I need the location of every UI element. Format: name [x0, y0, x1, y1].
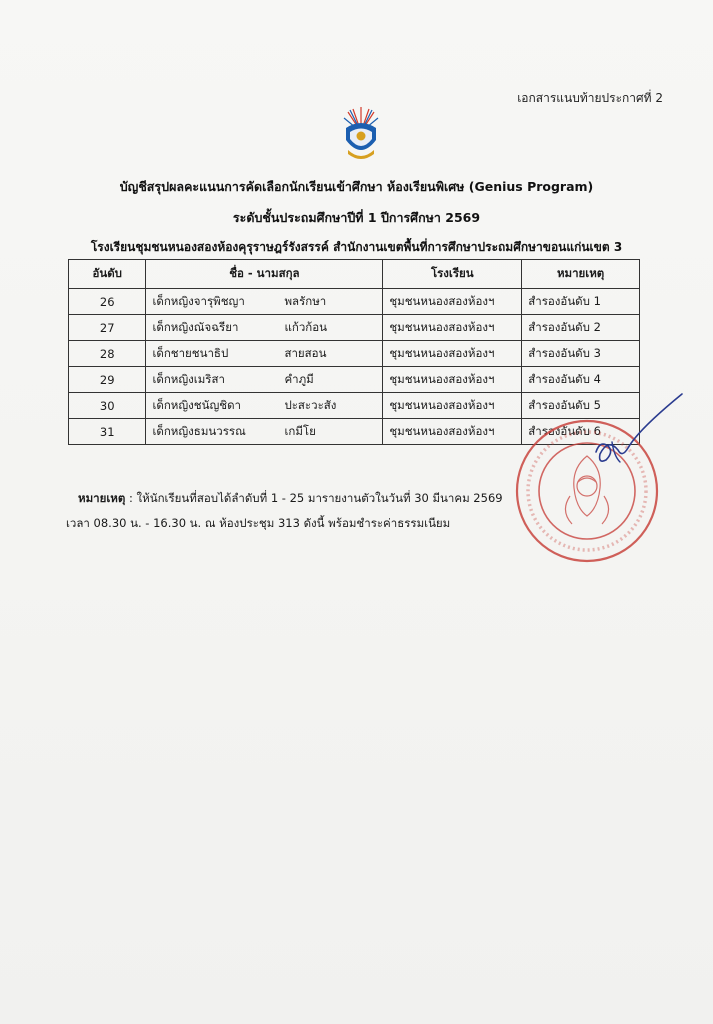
table-row: [69, 341, 640, 367]
cell-school: ชุมชนหนองสองห้องฯ: [383, 393, 522, 419]
footnote-line-1: [78, 490, 503, 508]
cell-note: สำรองอันดับ 6: [522, 419, 640, 445]
cell-rank: 26: [69, 289, 146, 315]
cell-rank: 29: [69, 367, 146, 393]
first-name: เด็กหญิงชนัญชิดา: [152, 397, 241, 412]
cell-name: [146, 341, 383, 367]
last-name: เกมีโย: [284, 423, 316, 438]
first-name: เด็กหญิงธมนวรรณ: [152, 423, 246, 438]
footnote-text-1: : ให้นักเรียนที่สอบได้ลำดับที่ 1 - 25 มารายงานตัวในวันที่ 30 มีนาคม 2569: [125, 491, 503, 505]
table-header-row: [69, 260, 640, 289]
cell-rank: 28: [69, 341, 146, 367]
cell-rank: 30: [69, 393, 146, 419]
cell-note: สำรองอันดับ 1: [522, 289, 640, 315]
header-name: ชื่อ - นามสกุล: [146, 260, 383, 289]
header-school: โรงเรียน: [383, 260, 522, 289]
last-name: แก้วก้อน: [284, 319, 328, 334]
footnote-line-2: เวลา 08.30 น. - 16.30 น. ณ ห้องประชุม 313 ดังนี้ พร้อมชำระค่าธรรมเนียม: [66, 516, 451, 530]
cell-note: สำรองอันดับ 4: [522, 367, 640, 393]
cell-note: สำรองอันดับ 2: [522, 315, 640, 341]
cell-school: ชุมชนหนองสองห้องฯ: [383, 289, 522, 315]
cell-note: สำรองอันดับ 3: [522, 341, 640, 367]
cell-name: [146, 393, 383, 419]
cell-name: [146, 315, 383, 341]
first-name: เด็กหญิงณัจฉรียา: [152, 319, 239, 334]
cell-note: สำรองอันดับ 5: [522, 393, 640, 419]
first-name: เด็กหญิงเมริสา: [152, 371, 225, 386]
cell-school: ชุมชนหนองสองห้องฯ: [383, 315, 522, 341]
table-row: [69, 315, 640, 341]
first-name: เด็กชายชนาธิป: [152, 345, 229, 360]
cell-school: ชุมชนหนองสองห้องฯ: [383, 419, 522, 445]
cell-rank: 31: [69, 419, 146, 445]
signature-icon: [578, 390, 688, 485]
cell-name: [146, 289, 383, 315]
header-note: หมายเหตุ: [522, 260, 640, 289]
header-rank: อันดับ: [69, 260, 146, 289]
school-emblem-icon: [340, 106, 382, 164]
table-row: [69, 289, 640, 315]
title-line-3: โรงเรียนชุมชนหนองสองห้องคุรุราษฎร์รังสรรค์ สำนักงานเขตพื้นที่การศึกษาประถมศึกษาขอนแก่นเขต 3: [90, 240, 623, 254]
title-line-2: ระดับชั้นประถมศึกษาปีที่ 1 ปีการศึกษา 2569: [232, 210, 481, 225]
cell-name: [146, 367, 383, 393]
footnote-label: หมายเหตุ: [78, 491, 126, 505]
table-row: [69, 393, 640, 419]
cell-name: [146, 419, 383, 445]
cell-school: ชุมชนหนองสองห้องฯ: [383, 341, 522, 367]
annex-label: เอกสารแนบท้ายประกาศที่ 2: [517, 91, 663, 105]
last-name: พลรักษา: [284, 293, 327, 308]
title-line-1: บัญชีสรุปผลคะแนนการคัดเลือกนักเรียนเข้าศึกษา ห้องเรียนพิเศษ (Genius Program): [119, 179, 594, 194]
first-name: เด็กหญิงจารุพิชญา: [152, 293, 245, 308]
last-name: ปะสะวะสัง: [284, 397, 337, 412]
last-name: สายสอน: [284, 345, 327, 360]
table-row: [69, 367, 640, 393]
cell-rank: 27: [69, 315, 146, 341]
cell-school: ชุมชนหนองสองห้องฯ: [383, 367, 522, 393]
last-name: คำภูมี: [284, 371, 314, 386]
